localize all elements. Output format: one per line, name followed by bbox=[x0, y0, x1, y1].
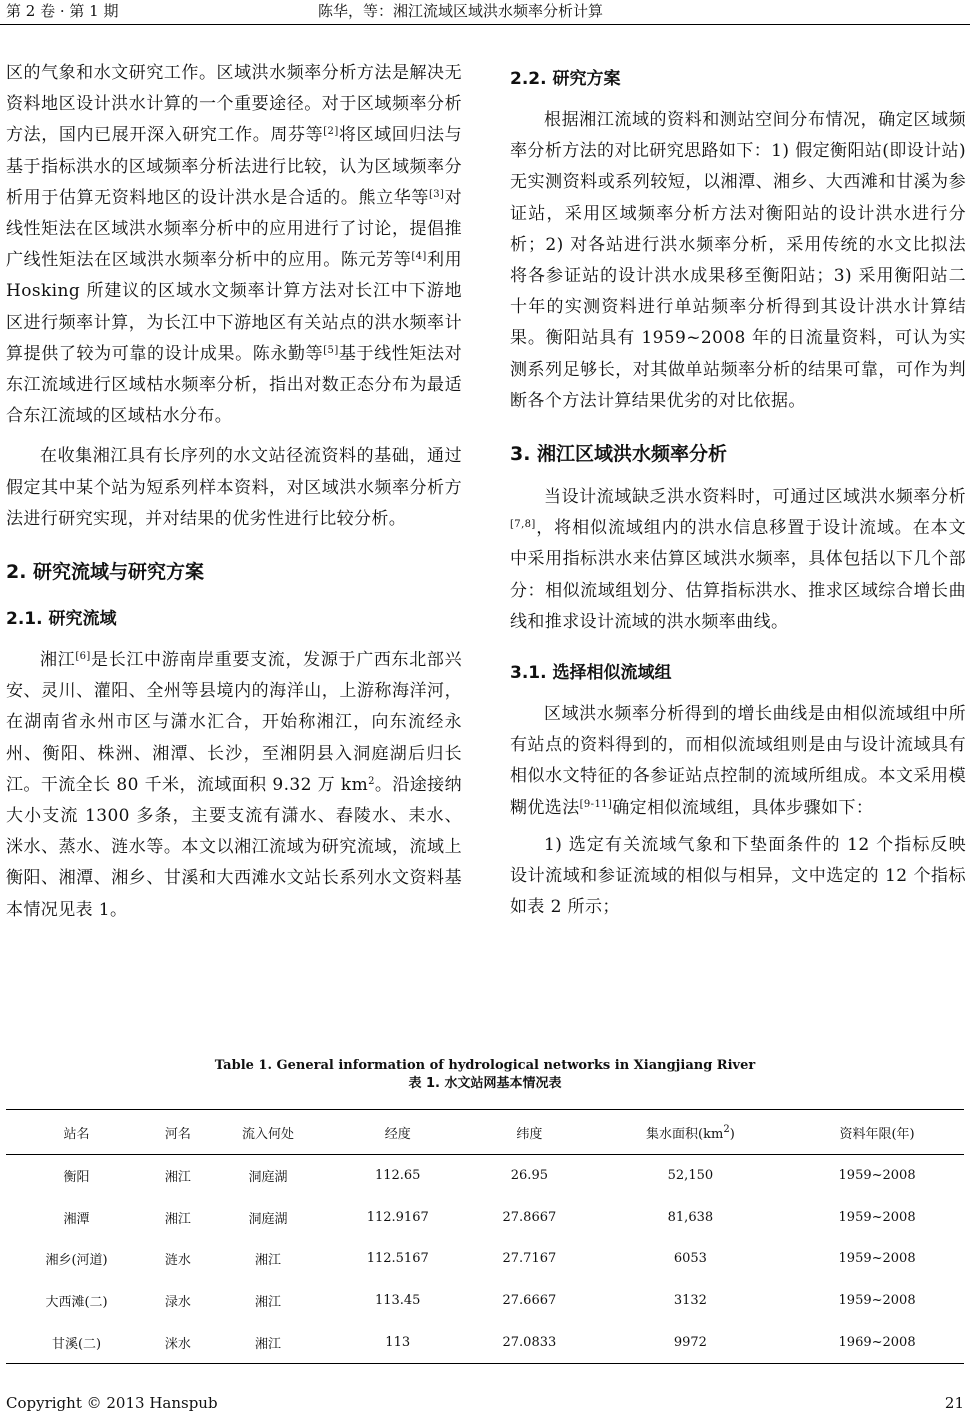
paragraph-regional-analysis: 当设计流域缺乏洪水资料时，可通过区域洪水频率分析[7,8]，将相似流域组内的洪水信息移置于设计流域。在本文中采用指标洪水来估算区域洪水频率，具体包括以下几个部分：相似流域组划分、估算指标洪水、推求区域综合增长曲线和推求设计流域的洪水频率曲线。 bbox=[510, 487, 966, 632]
paragraph-study-basin: 湘江[6]是长江中游南岸重要支流，发源于广西东北部兴安、灵川、灌阳、全州等县境内的海洋山，上游称海洋河，在湖南省永州市区与潇水汇合，开始称湘江，向东流经永州、衡阳、株洲、湘潭、长沙，至湘阴县入洞庭湖后归长江。干流全长 80 千米，流域面积 9.32 万 $km^2$。沿途接纳大小支流 1300 多条，主要支流有潇水、舂陵水、耒水、洣水、蒸水、涟水等。本文以湘江流域为研究流域，流域上衡阳、湘潭、湘乡、甘溪和大西滩水文站长系列水文资料基本情况见表 1。 bbox=[6, 650, 462, 920]
paragraph-similar-basins: 区域洪水频率分析得到的增长曲线是由相似流域组中所有站点的资料得到的，而相似流域组则是由与设计流域具有相似水文特征的各参证站点控制的流域所组成。本文采用模糊优选法[9-11]确定相似流域组，具体步骤如下： bbox=[510, 704, 966, 818]
table-row: 湘潭 湘江 洞庭湖 112.9167 27.8667 81,638 1959~2008 bbox=[63, 1209, 916, 1227]
left-column bbox=[6, 58, 462, 926]
citation-ref[interactable]: [2] bbox=[323, 126, 339, 138]
col-header-area: 集水面积$(km^2)$ bbox=[591, 1110, 790, 1155]
table-row: 湘乡(河道) 涟水 湘江 112.5167 27.7167 6053 1959~2008 bbox=[45, 1251, 916, 1269]
section-heading-2: 2. 研究流域与研究方案 bbox=[6, 561, 205, 584]
table-header-row bbox=[6, 1110, 964, 1155]
subsection-heading-2-2: 2.2. 研究方案 bbox=[510, 69, 621, 89]
copyright-notice: Copyright © 2013 Hanspub bbox=[6, 1394, 218, 1412]
page-number: 21 bbox=[944, 1394, 964, 1412]
citation-ref[interactable]: [3] bbox=[428, 188, 445, 200]
table-1-caption bbox=[0, 1057, 970, 1093]
col-header-years: 资料年限(年) bbox=[790, 1110, 964, 1155]
table-row: 甘溪(二) 洣水 湘江 113 27.0833 9972 1969~2008 bbox=[51, 1334, 916, 1352]
table-row: 衡阳 湘江 洞庭湖 112.65 26.95 52,150 1959~2008 bbox=[63, 1168, 916, 1186]
table-row: 大西滩(二) 渌水 湘江 113.45 27.6667 3132 1959~2008 bbox=[45, 1293, 916, 1311]
subsection-heading-2-1: 2.1. 研究流域 bbox=[6, 609, 117, 630]
col-header-latitude: 纬度 bbox=[468, 1110, 591, 1155]
subsection-heading-3-1: 3.1. 选择相似流域组 bbox=[510, 663, 672, 684]
table-1-caption-cn: 表 1. 水文站网基本情况表 bbox=[408, 1076, 562, 1091]
paragraph-literature-review: 区的气象和水文研究工作。区域洪水频率分析方法是解决无资料地区设计洪水计算的一个重要途径。对于区域频率分析方法，国内已展开深入研究工作。周芬等[2]将区域回归法与基于指标洪水的区域频率分析法进行比较，认为区域频率分析用于估算无资料地区的设计洪水是合适的。熊立华等[3]对线性矩法在区域洪水频率分析中的应用进行了讨论，提倡推广线性矩法在区域洪水频率分析中的应用。陈元芳等[4]利用 Hosking 所建议的区域水文频率计算方法对长江中下游地区进行频率计算，为长江中下游地区有关站点的洪水频率计算提供了较为可靠的设计成果。陈永勤等[5]基于线性矩法对东江流域进行区域枯水频率分析，指出对数正态分布为最适合东江流域的区域枯水分布。 bbox=[6, 63, 462, 427]
col-header-river: 河名 bbox=[147, 1110, 209, 1155]
paragraph-study-purpose: 在收集湘江具有长序列的水文站径流资料的基础，通过假定其中某个站为短系列样本资料，对区域洪水频率分析方法进行研究实现，并对结果的优劣性进行比较分析。 bbox=[6, 446, 462, 529]
paragraph-research-plan: 根据湘江流域的资料和测站空间分布情况，确定区域频率分析方法的对比研究思路如下：1) 假定衡阳站(即设计站)无实测资料或系列较短，以湘潭、湘乡、大西滩和甘溪为参证站，采用区域频率分析方法对衡阳站的设计洪水进行分析；2) 对各站进行洪水频率分析，采用传统的水文比拟法将各参证站的设计洪水成果移至衡阳站；3) 采用衡阳站二十年的实测资料进行单站频率分析得到其设计洪水计算结果。衡阳站具有 1959~2008 年的日流量资料，可认为实测系列足够长，对其做单站频率分析的结果可靠，可作为判断各个方法计算结果优劣的对比依据。 bbox=[510, 110, 966, 411]
citation-ref[interactable]: [5] bbox=[323, 344, 339, 356]
col-header-longitude: 经度 bbox=[327, 1110, 468, 1155]
col-header-station: 站名 bbox=[6, 1110, 147, 1155]
citation-ref[interactable]: [9-11] bbox=[579, 798, 613, 810]
page-footer bbox=[6, 1394, 964, 1412]
citation-ref[interactable]: [7,8] bbox=[510, 519, 536, 531]
running-title: 陈华，等：湘江流域区域洪水频率分析计算 bbox=[318, 2, 604, 20]
running-header bbox=[0, 0, 970, 25]
table-1-caption-en: Table 1. General information of hydrological networks in Xiangjiang River bbox=[214, 1058, 756, 1073]
table-1 bbox=[6, 1109, 964, 1364]
right-column bbox=[510, 58, 966, 923]
unit-superscript: 2 bbox=[368, 775, 375, 787]
journal-volume-issue: 第 2 卷 · 第 1 期 bbox=[6, 2, 119, 20]
section-heading-3: 3. 湘江区域洪水频率分析 bbox=[510, 443, 728, 466]
citation-ref[interactable]: [6] bbox=[75, 651, 91, 663]
col-header-outflow: 流入何处 bbox=[209, 1110, 328, 1155]
paragraph-step-1: 1) 选定有关流域气象和下垫面条件的 12 个指标反映设计流域和参证流域的相似与相异，文中选定的 12 个指标如表 2 所示； bbox=[510, 834, 966, 918]
citation-ref[interactable]: [4] bbox=[411, 251, 427, 263]
